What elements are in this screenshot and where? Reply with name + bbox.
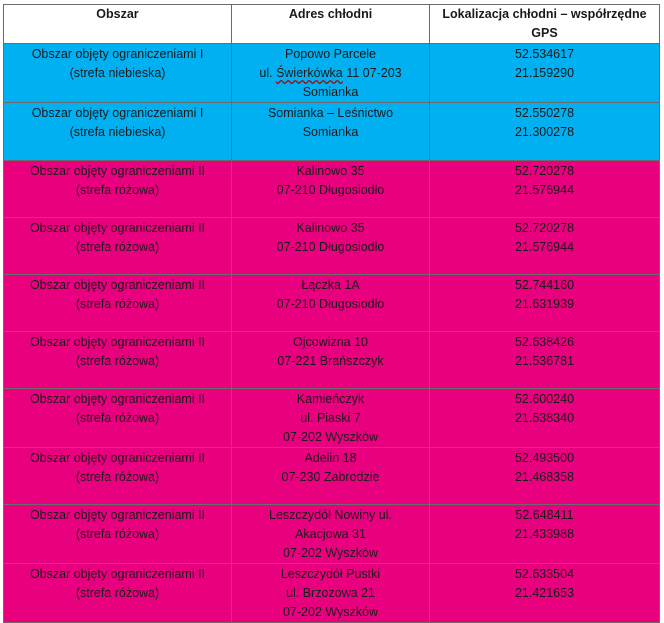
table-row [4, 564, 660, 623]
address-cell: Somianka – Leśnictwo Somianka [232, 103, 430, 161]
gps-cell: 52.534617 21.159290 [430, 44, 660, 103]
area-cell: Obszar objęty ograniczeniami II (strefa różowa) [4, 389, 232, 448]
table-row [4, 332, 660, 389]
area-cell: Obszar objęty ograniczeniami II (strefa różowa) [4, 332, 232, 389]
table-row [4, 389, 660, 448]
address-text: Popowo Parcele ul. [259, 47, 377, 80]
gps-cell: 52.744160 21.631939 [430, 275, 660, 332]
header-address: Adres chłodni [232, 5, 430, 44]
table-row [4, 275, 660, 332]
address-cell: Leszczydół Nowiny ul. Akacjowa 31 07-202 Wyszków [232, 505, 430, 564]
header-gps: Lokalizacja chłodni – współrzędne GPS [430, 5, 660, 44]
table-row [4, 44, 660, 103]
header-area: Obszar [4, 5, 232, 44]
table-row [4, 505, 660, 564]
area-cell: Obszar objęty ograniczeniami II (strefa różowa) [4, 564, 232, 623]
gps-cell: 52.633504 21.421653 [430, 564, 660, 623]
address-cell: Adelin 18 07-230 Zabrodzie [232, 448, 430, 505]
table-row [4, 103, 660, 161]
spellcheck-flagged-word: Świerkówka [276, 66, 343, 80]
address-cell: Leszczydół Pustki ul. Brzozowa 21 07-202 Wyszków [232, 564, 430, 623]
gps-cell: 52.493500 21.468358 [430, 448, 660, 505]
area-cell: Obszar objęty ograniczeniami II (strefa różowa) [4, 505, 232, 564]
gps-cell: 52.720278 21.576944 [430, 161, 660, 218]
gps-cell: 52.638426 21.536781 [430, 332, 660, 389]
address-cell [232, 44, 430, 103]
address-cell: Ojcowizna 10 07-221 Brańszczyk [232, 332, 430, 389]
area-cell: Obszar objęty ograniczeniami II (strefa różowa) [4, 218, 232, 275]
table-row [4, 161, 660, 218]
table-header-row [4, 5, 660, 44]
gps-cell: 52.648411 21.433988 [430, 505, 660, 564]
gps-cell: 52.720278 21.576944 [430, 218, 660, 275]
area-cell: Obszar objęty ograniczeniami II (strefa różowa) [4, 448, 232, 505]
table-row [4, 218, 660, 275]
area-cell: Obszar objęty ograniczeniami I (strefa niebieska) [4, 44, 232, 103]
address-cell: Kalinowo 35 07-210 Długosiodło [232, 218, 430, 275]
gps-cell: 52.550278 21.300278 [430, 103, 660, 161]
area-cell: Obszar objęty ograniczeniami II (strefa różowa) [4, 161, 232, 218]
gps-cell: 52.600240 21.538340 [430, 389, 660, 448]
area-cell: Obszar objęty ograniczeniami II (strefa różowa) [4, 275, 232, 332]
table-row [4, 448, 660, 505]
cold-storage-table [3, 4, 660, 623]
address-cell: Kalinowo 35 07-210 Długosiodło [232, 161, 430, 218]
address-text: 11 07-203 Somianka [302, 66, 402, 99]
area-cell: Obszar objęty ograniczeniami I (strefa niebieska) [4, 103, 232, 161]
address-cell: Kamieńczyk ul. Piaski 7 07-202 Wyszków [232, 389, 430, 448]
address-cell: Łączka 1A 07-210 Długosiodło [232, 275, 430, 332]
